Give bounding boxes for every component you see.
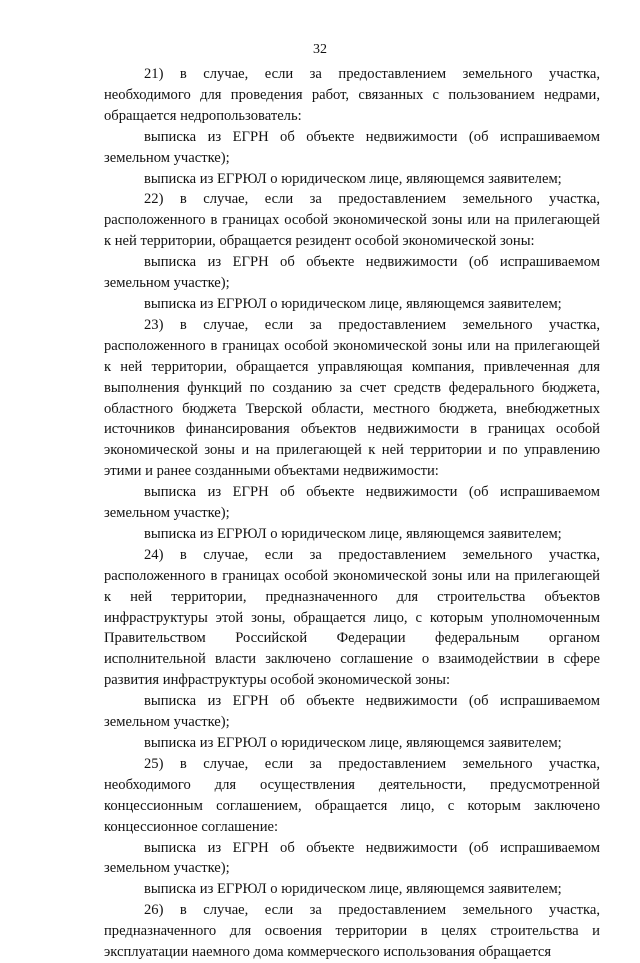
paragraph-26-intro: 26) в случае, если за предоставлением земельного участка, предназначенного для освоения территории в целях строительства и эксплуатации наемного дома коммерческого использования обращается — [104, 902, 600, 961]
paragraph-24-intro: 24) в случае, если за предоставлением земельного участка, расположенного в границах особой экономической зоны или на прилегающей к ней территории, предназначенного для строительства объектов инфраструктуры этой зоны, обращается лицо, с которым уполномоченным Правительством Российской Федерации федеральным органом исполнительной власти заключено соглашение о взаимодействии в сфере развития инфраструктуры особой экономической зоны: — [104, 546, 600, 689]
paragraph-25-intro: 25) в случае, если за предоставлением земельного участка, необходимого для осуществления деятельности, предусмотренной концессионным соглашением, обращается лицо, с которым заключено концессионное соглашение: — [104, 755, 600, 835]
paragraph-25-egrul: выписка из ЕГРЮЛ о юридическом лице, являющемся заявителем; — [144, 881, 562, 898]
paragraph-22-intro: 22) в случае, если за предоставлением земельного участка, расположенного в границах особой экономической зоны или на прилегающей к ней территории, обращается резидент особой экономической зоны: — [104, 191, 600, 250]
paragraph-21-egrn: выписка из ЕГРН об объекте недвижимости (об испрашиваемом земельном участке); — [104, 128, 600, 166]
paragraph-23-egrn: выписка из ЕГРН об объекте недвижимости (об испрашиваемом земельном участке); — [104, 484, 600, 522]
document-body — [104, 64, 600, 963]
page-number: 32 — [313, 42, 327, 57]
paragraph-23-intro: 23) в случае, если за предоставлением земельного участка, расположенного в границах особой экономической зоны или на прилегающей к ней территории, обращается управляющая компания, привлеченная для выполнения функций по созданию за счет средств федерального бюджета, областного бюджета Тверской области, местного бюджета, внебюджетных источников финансирования объектов недвижимости в границах особой экономической зоны и на прилегающей к ней территории и по управлению этими и ранее созданными объектами недвижимости: — [104, 316, 600, 480]
paragraph-24-egrn: выписка из ЕГРН об объекте недвижимости (об испрашиваемом земельном участке); — [104, 693, 600, 731]
paragraph-24-egrul: выписка из ЕГРЮЛ о юридическом лице, являющемся заявителем; — [144, 735, 562, 751]
paragraph-22-egrul: выписка из ЕГРЮЛ о юридическом лице, являющемся заявителем; — [144, 295, 562, 312]
paragraph-25-egrn: выписка из ЕГРН об объекте недвижимости (об испрашиваемом земельном участке); — [104, 839, 600, 877]
paragraph-23-egrul: выписка из ЕГРЮЛ о юридическом лице, являющемся заявителем; — [144, 525, 562, 542]
paragraph-21-egrul: выписка из ЕГРЮЛ о юридическом лице, являющемся заявителем; — [144, 170, 562, 187]
paragraph-21-intro: 21) в случае, если за предоставлением земельного участка, необходимого для проведения работ, связанных с пользованием недрами, обращается недропользователь: — [104, 66, 600, 124]
paragraph-22-egrn: выписка из ЕГРН об объекте недвижимости (об испрашиваемом земельном участке); — [104, 254, 600, 292]
